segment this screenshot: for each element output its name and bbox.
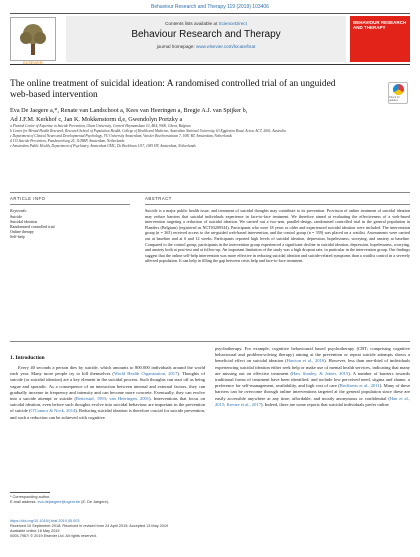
body-column-left [10, 365, 205, 421]
history-dates: Received 10 September 2018; Received in revised form 24 April 2019; Accepted 13 May 2019 [10, 524, 169, 528]
authors-line-1: Eva De Jaegere a,*, Renate van Landschoot a, Kees van Heeringen a, Bregje A.J. van Spijker b, [10, 107, 248, 114]
article-title: The online treatment of suicidal ideation: A randomised controlled trial of an unguided web-based intervention [10, 79, 336, 100]
doi-link[interactable]: https://doi.org/10.1016/j.brat.2019.05.003 [10, 519, 80, 523]
body-text: ). Interventions that focus on suicidal ideation, even before such thoughts evolve into suicidal behaviour are important in the prevention of suicide ( [10, 396, 206, 414]
crossmark-icon [393, 84, 404, 95]
footnote-rule [10, 492, 50, 493]
citation-link[interactable]: Han et al., 2015 [215, 395, 411, 407]
email-suffix: (E. De Jaegere). [80, 500, 110, 504]
divider [10, 192, 410, 193]
paragraph [10, 365, 205, 421]
citation-link[interactable]: Hawton et al., 2016 [286, 358, 325, 364]
article-metadata [10, 519, 270, 539]
affiliation: c Department of Clinical Neuro and Developmental Psychology, VU University Amsterdam, Van der Boechorststraat 7, 1081 BT, Amsterdam, Netherlands [10, 134, 232, 138]
footnotes [10, 492, 210, 505]
email-note [10, 500, 210, 505]
citation-link[interactable]: World Health Organization, 2017 [113, 371, 178, 377]
cover-title: BEHAVIOUR RESEARCH AND THERAPY [353, 20, 407, 30]
journal-title: Behaviour Research and Therapy [131, 29, 281, 40]
contents-prefix: Contents lists available at [165, 21, 219, 26]
citation-link[interactable]: Han, Stanley, & Joiner, 2015 [292, 370, 349, 376]
body-column-right [215, 346, 410, 408]
author-list [10, 106, 410, 124]
affiliations [10, 124, 410, 149]
authors-line-2: Ad J.F.M. Kerkhof c, Jan K. Mokkenstorm d,e, Gwendolyn Portzky a [10, 116, 183, 123]
keywords-heading: Keywords: [10, 208, 28, 213]
keyword: Self-help [10, 234, 25, 239]
keyword: Suicide [10, 214, 22, 219]
body-text: ; [224, 401, 227, 407]
elsevier-tree-icon [16, 21, 50, 57]
publisher-logo [10, 17, 56, 61]
journal-cover-thumbnail [350, 16, 410, 62]
citation-link[interactable]: Kreuze et al., 2017 [226, 401, 261, 407]
journal-citation: Behaviour Research and Therapy 119 (2019) 103406 [151, 4, 269, 10]
email-link[interactable]: eva.dejaegere@ugent.be [37, 500, 81, 504]
journal-banner [66, 16, 346, 62]
contents-line [66, 21, 346, 26]
body-text: ). Indeed, there are some reports that suicidal individuals prefer online [260, 401, 389, 407]
citation-link[interactable]: van Heeringen, 2001 [109, 396, 150, 402]
online-date: Available online 16 May 2019 [10, 529, 60, 533]
corresponding-author-note: * Corresponding author. [10, 495, 51, 499]
body-text: ). Many of these barriers can be overcome through online interventions targeted at the general population since these are easily accessible anywhere at any time, affordable, and mostly anonymous or confidential ( [215, 383, 410, 401]
abstract-heading: ABSTRACT [145, 196, 172, 201]
copyright: 0005-7967/ © 2019 Elsevier Ltd. All rights reserved. [10, 534, 97, 538]
crossmark-badge[interactable] [388, 82, 408, 104]
citation-link[interactable]: Bruffaerts et al., 2011 [339, 383, 380, 389]
keyword: Suicidal ideation [10, 219, 37, 224]
homepage-link[interactable]: www.elsevier.com/locate/brat [196, 44, 256, 49]
article-info-heading: ARTICLE INFO [10, 196, 46, 201]
affiliation: a Flemish Centre of Expertise in Suicide Prevention, Ghent University, Corneel Heymanslaan 10, 4K4, 9000, Ghent, Belgium [10, 124, 191, 128]
journal-masthead [10, 13, 410, 65]
journal-homepage [66, 44, 346, 49]
crossmark-label: Check for updates [389, 96, 400, 102]
divider [145, 204, 410, 205]
citation-link[interactable]: O'Connor & Nock, 2014 [30, 408, 76, 414]
article-info [10, 208, 130, 239]
body-text: psychotherapy. For example, cognitive behavioural based psychotherapy (CBT; comprising cognitive behavioural and problem-solving therapy) aiming at the prevention or repeat suicide attempts shows a beneficial effect on suicidal ideation ( [215, 346, 410, 364]
keyword: Randomised controlled trial [10, 224, 55, 229]
affiliation: d 113 Suicide Prevention, Paasheuvelweg 25, 1105BP, Amsterdam, Netherlands [10, 139, 125, 143]
section-heading-introduction: 1. Introduction [10, 355, 45, 361]
email-prefix: E-mail address: [10, 500, 38, 504]
abstract-text: Suicide is a major public health issue, and treatment of suicidal thoughts may contribute to its prevention. Provision of online treatment of suicidal ideation may reduce barriers that suicidal individuals experience in face-to-face treatment. We therefore aimed at evaluating the effectiveness of a web-based intervention targeting a reduction of suicidal ideation. We carried out a two-arm, parallel-design, randomised controlled trial in the general population in Flanders (Belgium) (registered as NCT03209544). Participants who were 18 years or older and experienced suicidal ideation were included. The intervention group (n = 365) received access to the un-guided web-based intervention, and the control group (n = 359) was placed on a waitlist. Assessments were carried out at baseline and at 6 and 12 weeks. Participants reported high levels of suicidal ideation, depression, hopelessness, worrying, and anxiety at baseline. Compared to the control group, participants in the intervention group experienced a significant decline in suicidal ideation, depression, hopelessness, worrying, and anxiety both at post-test and at follow-up. An important limitation of the study was a high dropout rate, in particular in the intervention group. Our findings suggest that the online self-help intervention was more effective in reducing suicidal ideation and suicide-related symptoms than a waitlist control in a severely affected population. It can help in filling the gap between crisis help and face-to-face treatment. [145, 208, 410, 264]
body-text: ). A number of barriers towards traditional forms of treatment have been identified, and include low perceived need, stigma and shame, a preference for self-management, availability, and high cost of care ( [215, 370, 410, 389]
affiliation: b Centre for Mental Health Research, Research School of Population Health, College of Health and Medicine, Australian National University, 63 Eggleston Road, Acton, ACT, 2601, Australia [10, 129, 286, 133]
body-text: ). Reducing suicidal ideation is therefore crucial for suicide prevention, and such a reduction can be achieved with cognitive [10, 408, 205, 420]
divider [10, 341, 410, 342]
body-text: Every 40 seconds a person dies by suicide, which amounts to 800.000 individuals around the world each year. Many more people try to kill themselves ( [10, 365, 205, 377]
affiliation: e Amsterdam Public Health, Department of Psychiatry, Amsterdam UMC, De Boelelaan 1117, 1081 HV, Amsterdam, Netherlands [10, 144, 196, 148]
sciencedirect-link[interactable]: ScienceDirect [218, 21, 247, 26]
keyword: Online therapy [10, 229, 34, 234]
citation-link[interactable]: Retterstøl, 1993 [75, 396, 106, 402]
paragraph [215, 346, 410, 408]
body-text: ). However, less than one-third of individuals experiencing suicidal ideation either seek help or make use of mental health services, indicating that many are missing out on effective treatment ( [215, 358, 410, 376]
homepage-prefix: journal homepage: [156, 44, 197, 49]
body-text: ). Thoughts of suicide (or suicidal ideation) are a key element in the suicidal process. Such thoughts can start off as being vague and sporadic. As a consequence of an interaction between internal and external factors, they can gradually increase in frequency and intensity and can become more concrete. Eventually, they can evolve into a suicide attempt or suicide ( [10, 371, 205, 402]
publisher-logo-label: ELSEVIER [23, 60, 43, 65]
divider [10, 204, 130, 205]
body-text: ; [105, 396, 110, 402]
